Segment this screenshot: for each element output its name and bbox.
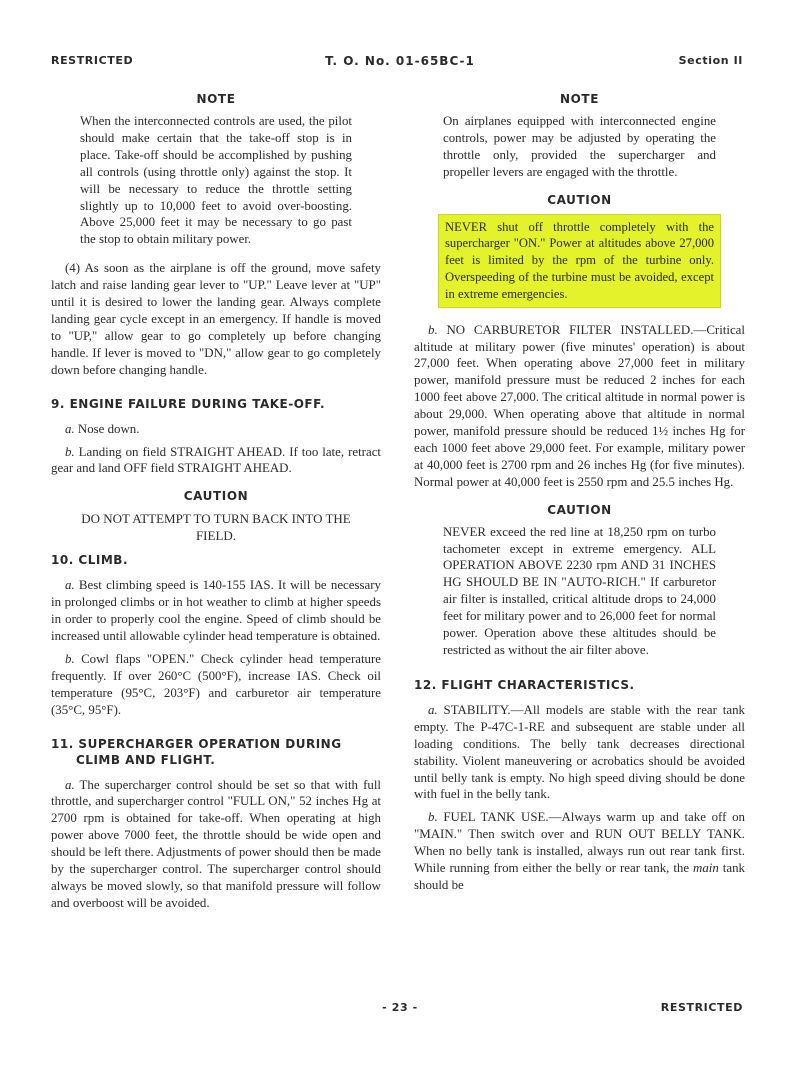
header-classification: RESTRICTED bbox=[51, 54, 134, 67]
item-text: FUEL TANK USE.—Always warm up and take off on "MAIN." Then switch over and RUN OUT BELLY TANK. When no belly tank is installed, always run out rear tank first. While running from either the belly or rear tank, the bbox=[414, 810, 745, 876]
item-text: Nose down. bbox=[74, 421, 140, 436]
section-9-item-a bbox=[51, 421, 381, 438]
note-box-left bbox=[51, 92, 381, 248]
note-box-right bbox=[414, 92, 745, 181]
section-10-item-b bbox=[51, 651, 381, 719]
item-letter: a. bbox=[65, 421, 75, 436]
footer-classification: RESTRICTED bbox=[660, 1001, 743, 1014]
highlighted-caution-box bbox=[438, 214, 721, 308]
header-document-number: T. O. No. 01-65BC-1 bbox=[325, 54, 475, 68]
item-letter: b. bbox=[428, 322, 438, 337]
item-letter: a. bbox=[428, 702, 438, 717]
caution-text: DO NOT ATTEMPT TO TURN BACK INTO THE FIELD. bbox=[81, 511, 351, 544]
note-text: On airplanes equipped with interconnected engine controls, power may be adjusted by operating the throttle only, provided the supercharger and propeller levers are engaged with the throttle. bbox=[443, 114, 716, 179]
item-letter: a. bbox=[65, 578, 75, 593]
section-12-item-b bbox=[414, 809, 745, 894]
section-11-item-a bbox=[51, 777, 381, 912]
carburetor-filter-paragraph bbox=[414, 322, 745, 491]
caution-title: CAUTION bbox=[547, 502, 612, 517]
note-text: When the interconnected controls are used, the pilot should make certain that the take-off stop is in place. Take-off should be accomplished by pushing all controls (using throttle only) against the stop. It will be necessary to reduce the throttle setting slightly up to 10,000 feet to avoid over-boosting. Above 25,000 feet it may be necessary to go past the stop to obtain military power. bbox=[80, 114, 352, 247]
page-number: - 23 - bbox=[382, 1001, 418, 1014]
caution-title: CAUTION bbox=[183, 489, 249, 504]
item-text: The supercharger control should be set so that with full throttle, and supercharger control "FULL ON," 52 inches Hg at 2700 rpm is obtained for take-off. When operating at high power above 7000 feet, the throttle should be wide open and should be left there. Adjustments of power should then be made by the supercharger control. The supercharger control should always be moved slowly, so that manifold pressure will follow and overboost will be avoided. bbox=[51, 777, 381, 910]
header-section: Section II bbox=[678, 54, 743, 67]
note-title: NOTE bbox=[196, 92, 236, 106]
section-10-item-a bbox=[51, 577, 381, 645]
section-9-item-b bbox=[51, 444, 381, 478]
section-12-title: 12. FLIGHT CHARACTERISTICS. bbox=[414, 677, 635, 692]
paragraph-4: (4) As soon as the airplane is off the ground, move safety latch and raise landing gear lever to "UP." Leave lever at "UP" until it is desired to lower the landing gear. Always complete landing gear cycle except in an emergency. If handle is moved to "UP," allow gear to go completely up before changing handle. If lever is moved to "DN," allow gear to go completely down before changing handle. bbox=[51, 261, 381, 377]
item-text-end: tank should be bbox=[414, 861, 745, 892]
section-12-item-a bbox=[414, 702, 745, 803]
item-text: NO CARBURETOR FILTER INSTALLED.—Critical altitude at military power (five minutes' operation) is about 27,000 feet. When operating above 27,000 feet in military power, manifold pressure must be reduced 2 inches for each 1000 feet above 27,000. The critical altitude in normal power is about 29,000. When operating above that altitude in normal power, manifold pressure should be reduced 1½ inches Hg for each 1000 feet above 29,000 feet. For example, military power at 40,000 feet is 2700 rpm and 26 inches Hg (for five minutes). Normal power at 40,000 feet is 2550 rpm and 25.5 inches Hg. bbox=[414, 322, 745, 489]
left-column bbox=[51, 92, 381, 912]
highlighted-caution-text: NEVER shut off throttle completely with the supercharger "ON." Power at altitudes above 27,000 feet is limited by the rpm of the turbine only. Overspeeding of the turbine must be avoided, except in extreme emergencies. bbox=[445, 219, 714, 301]
item-letter: b. bbox=[428, 810, 438, 825]
item-letter: b. bbox=[65, 444, 75, 459]
section-10-title: 10. CLIMB. bbox=[51, 553, 128, 568]
item-text: Best climbing speed is 140-155 IAS. It will be necessary in prolonged climbs or in hot weather to climb at higher speeds in order to properly cool the engine. Speed of climb should be increased until allowable cylinder head temperature is obtained. bbox=[51, 578, 381, 644]
caution-text: NEVER exceed the red line at 18,250 rpm on turbo tachometer except in extreme emergency. ALL OPERATION ABOVE 2230 rpm AND 31 INCHES HG SHOULD BE IN "AUTO-RICH." If carburetor air filter is installed, critical altitude drops to 24,000 feet for military power and to 26,000 feet for normal power. Operation above these altitudes should be restricted as without the air filter above. bbox=[443, 524, 716, 658]
item-letter: b. bbox=[65, 651, 75, 666]
item-letter: a. bbox=[65, 777, 75, 792]
section-11-title bbox=[51, 736, 381, 768]
emphasis-main: main bbox=[693, 861, 719, 876]
item-text: Landing on field STRAIGHT AHEAD. If too late, retract gear and land OFF field STRAIGHT AHEAD. bbox=[51, 444, 381, 476]
right-column bbox=[414, 92, 745, 894]
caution-title-highlighted: CAUTION bbox=[547, 192, 612, 207]
note-title: NOTE bbox=[559, 92, 600, 106]
item-text: STABILITY.—All models are stable with the rear tank empty. The P-47C-1-RE and subsequent are stable under all loading conditions. The belly tank decreases directional stability. Violent maneuvering or acrobatics should be avoided until belly tank is empty. No high speed diving should be done with fuel in the belly tank. bbox=[414, 702, 745, 802]
section-9-title: 9. ENGINE FAILURE DURING TAKE-OFF. bbox=[51, 396, 326, 411]
section-11-title-line1: 11. SUPERCHARGER OPERATION DURING bbox=[51, 736, 342, 751]
item-text: Cowl flaps "OPEN." Check cylinder head temperature frequently. If over 260°C (500°F), increase IAS. Check oil temperature (95°C, 203°F) and carburetor air temperature (35°C, 95°F). bbox=[51, 651, 381, 717]
section-11-title-line2: CLIMB AND FLIGHT. bbox=[76, 752, 216, 767]
